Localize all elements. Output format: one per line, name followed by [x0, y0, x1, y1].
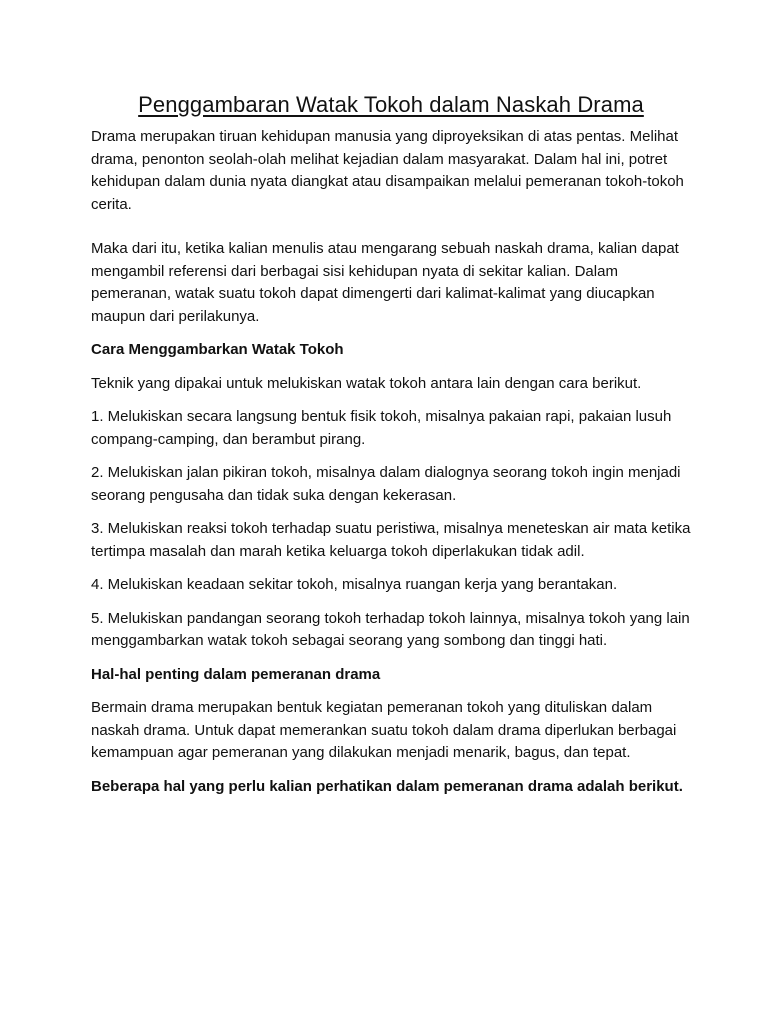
list-item: 2. Melukiskan jalan pikiran tokoh, misalnya dalam dialognya seorang tokoh ingin menjadi seorang pengusaha dan tidak suka dengan kekerasan.	[91, 464, 681, 504]
list-item: 4. Melukiskan keadaan sekitar tokoh, misalnya ruangan kerja yang berantakan.	[91, 576, 618, 593]
section-heading-hal-penting: Hal-hal penting dalam pemeranan drama	[91, 665, 381, 683]
list-item: 5. Melukiskan pandangan seorang tokoh terhadap tokoh lainnya, misalnya tokoh yang lain menggambarkan watak tokoh sebagai seorang yang sombong dan tinggi hati.	[91, 609, 690, 649]
section-heading-cara-menggambarkan: Cara Menggambarkan Watak Tokoh	[91, 341, 344, 358]
document-page	[91, 92, 691, 809]
list-item: 1. Melukiskan secara langsung bentuk fisik tokoh, misalnya pakaian rapi, pakaian lusuh compang-camping, dan berambut pirang.	[91, 408, 672, 448]
section2-paragraph-1: Bermain drama merupakan bentuk kegiatan pemeranan tokoh yang dituliskan dalam naskah drama. Untuk dapat memerankan suatu tokoh dalam drama diperlukan berbagai kemampuan agar pemeranan yang dilakukan menjadi menarik, bagus, dan tepat.	[91, 699, 677, 761]
technique-list	[91, 406, 691, 653]
section2-paragraph-2: Beberapa hal yang perlu kalian perhatikan dalam pemeranan drama adalah berikut.	[91, 777, 683, 795]
document-title: Penggambaran Watak Tokoh dalam Naskah Drama	[138, 92, 644, 117]
intro-paragraph-1: Drama merupakan tiruan kehidupan manusia yang diproyeksikan di atas pentas. Melihat drama, penonton seolah-olah melihat kejadian dalam masyarakat. Dalam hal ini, potret kehidupan dalam dunia nyata diangkat atau disampaikan melalui pemeranan tokoh-tokoh cerita.	[91, 128, 684, 213]
intro-paragraph-2: Maka dari itu, ketika kalian menulis atau mengarang sebuah naskah drama, kalian dapat mengambil referensi dari berbagai sisi kehidupan nyata di sekitar kalian. Dalam pemeranan, watak suatu tokoh dapat dimengerti dari kalimat-kalimat yang diucapkan maupun dari perilakunya.	[91, 240, 679, 325]
list-item: 3. Melukiskan reaksi tokoh terhadap suatu peristiwa, misalnya meneteskan air mata ketika tertimpa masalah dan marah ketika keluarga tokoh diperlakukan tidak adil.	[91, 520, 691, 560]
section1-intro-paragraph: Teknik yang dipakai untuk melukiskan watak tokoh antara lain dengan cara berikut.	[91, 374, 642, 392]
